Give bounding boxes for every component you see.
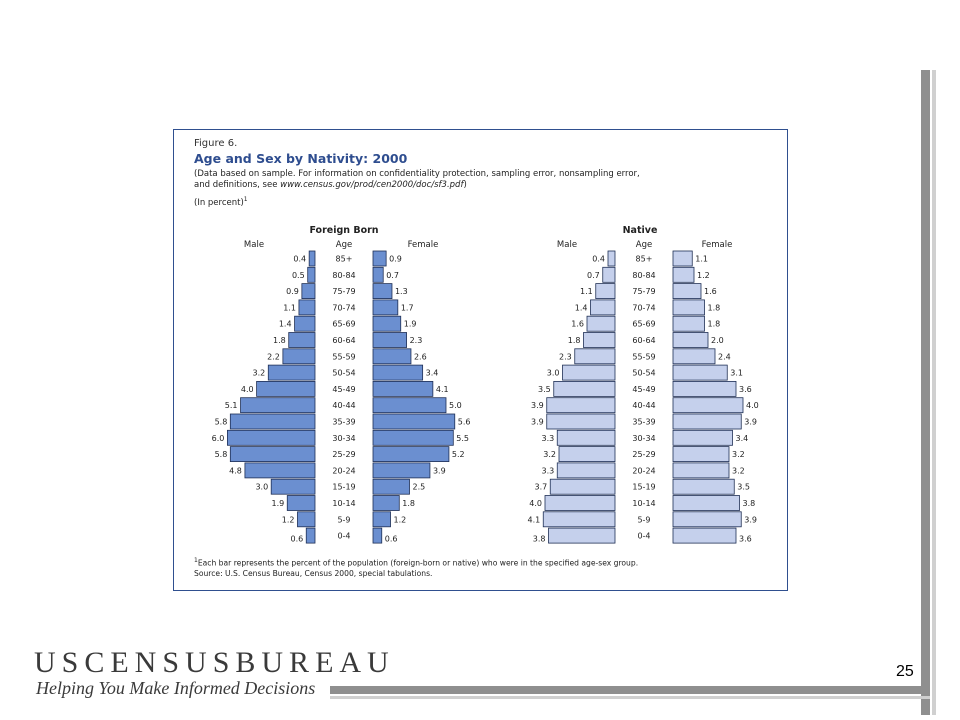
native-female-value: 1.1 (695, 254, 708, 264)
native-male-bar (545, 496, 615, 511)
native-male-value: 3.7 (534, 482, 548, 492)
foreign-born-male-value: 0.4 (293, 254, 307, 264)
foreign-born-female-bar (373, 447, 449, 462)
native-female-bar (673, 300, 705, 315)
native-age-label: 10-14 (632, 499, 656, 508)
foreign-born-female-value: 1.8 (402, 499, 416, 508)
foreign-born-female-bar (373, 381, 433, 396)
foreign-born-female-bar (373, 349, 411, 364)
native-female-bar (673, 316, 705, 331)
native-female-value: 3.9 (744, 417, 757, 427)
foreign-born-male-bar (287, 496, 315, 511)
figure-panel (173, 129, 788, 591)
foreign-born-male-bar (299, 300, 315, 315)
native-male-bar (596, 284, 615, 299)
bottom-rule-shadow (330, 696, 930, 699)
foreign-born-male-value: 6.0 (211, 433, 225, 443)
footnote-text: Each bar represents the percent of the population (foreign-born or native) who were in the specified age-sex group. (197, 558, 639, 568)
native-female-bar (673, 398, 743, 413)
foreign-born-male-value: 3.0 (255, 482, 269, 492)
foreign-born-age-label: 45-49 (332, 384, 356, 394)
native-male-value: 1.1 (580, 287, 593, 297)
foreign-born-male-bar (283, 349, 315, 364)
foreign-born-male-value: 2.2 (267, 352, 280, 362)
foreign-born-female-value: 5.5 (456, 433, 470, 443)
foreign-born-female-value: 0.7 (386, 270, 399, 280)
native-male-bar (608, 251, 615, 266)
foreign-born-male-bar (241, 398, 315, 413)
native-female-bar (673, 479, 734, 494)
native-female-header: Female (701, 240, 733, 250)
native-female-value: 2.4 (718, 352, 731, 362)
foreign-born-male-value: 1.4 (278, 319, 292, 329)
foreign-born-female-bar (373, 430, 453, 445)
native-male-value: 1.6 (571, 319, 584, 329)
native-male-value: 3.0 (546, 368, 560, 378)
foreign-born-age-label: 5-9 (337, 515, 351, 525)
foreign-born-female-value: 5.6 (457, 417, 471, 427)
native-male-value: 4.1 (527, 515, 541, 525)
foreign-born-age-label: 0-4 (337, 531, 351, 541)
foreign-born-male-bar (295, 316, 315, 331)
bottom-rule (330, 686, 930, 694)
foreign-born-male-bar (289, 333, 315, 348)
native-age-label: 60-64 (632, 336, 656, 345)
native-male-value: 3.2 (543, 450, 556, 460)
native-male-bar (550, 479, 615, 494)
figure-note-line-1: (Data based on sample. For information on confidentiality protection, sampling error, nonsampling error, (194, 169, 640, 179)
foreign-born-female-bar (373, 512, 391, 527)
native-female-value: 3.2 (732, 466, 745, 476)
foreign-born-female-bar (373, 398, 446, 413)
native-age-label: 85+ (635, 254, 653, 264)
foreign-born-female-bar (373, 316, 401, 331)
native-female-value: 3.5 (737, 482, 750, 492)
foreign-born-male-bar (308, 267, 315, 282)
foreign-born-female-bar (373, 479, 410, 494)
native-age-label: 30-34 (632, 433, 656, 443)
foreign-born-female-bar (373, 300, 398, 315)
native-age-label: 75-79 (632, 287, 656, 297)
foreign-born-female-bar (373, 284, 392, 299)
foreign-born-female-value: 3.4 (425, 368, 439, 378)
foreign-born-female-bar (373, 267, 383, 282)
foreign-born-male-value: 1.2 (281, 515, 295, 525)
foreign-born-male-value: 5.1 (224, 401, 238, 411)
foreign-born-age-label: 30-34 (332, 433, 356, 443)
native-male-value: 3.8 (532, 534, 546, 544)
census-bureau-logo: USCENSUSBUREAU (34, 646, 395, 679)
figure-source: Source: U.S. Census Bureau, Census 2000, special tabulations. (194, 569, 433, 578)
foreign-born-male-value: 4.8 (229, 466, 242, 476)
native-female-value: 1.6 (704, 287, 717, 297)
native-age-label: 70-74 (632, 303, 656, 313)
foreign-born-female-value: 2.6 (413, 352, 427, 362)
native-female-value: 1.8 (707, 303, 721, 313)
foreign-born-male-bar (297, 512, 315, 527)
foreign-born-male-bar (306, 528, 315, 543)
native-age-label: 80-84 (632, 270, 656, 280)
native-male-bar (603, 267, 615, 282)
foreign-born-female-value: 1.7 (400, 303, 414, 313)
native-male-bar (587, 316, 615, 331)
foreign-born-age-label: 25-29 (332, 450, 356, 460)
native-female-value: 1.8 (707, 319, 721, 329)
foreign-born-male-bar (302, 284, 315, 299)
figure-footnote (194, 557, 638, 568)
foreign-born-female-value: 5.0 (449, 401, 462, 411)
foreign-born-age-label: 75-79 (332, 287, 356, 297)
footnote-mark: 1 (194, 557, 198, 564)
native-female-value: 3.6 (739, 384, 752, 394)
native-male-bar (584, 333, 616, 348)
native-male-bar (543, 512, 615, 527)
foreign-born-age-label: 15-19 (332, 482, 356, 492)
foreign-born-male-bar (245, 463, 315, 478)
native-age-label: 20-24 (632, 466, 656, 476)
native-female-value: 3.1 (730, 368, 743, 378)
native-male-bar (557, 430, 615, 445)
native-male-value: 1.4 (574, 303, 588, 313)
native-male-bar (547, 414, 615, 429)
native-female-bar (673, 447, 729, 462)
foreign-born-male-value: 1.9 (271, 499, 285, 508)
foreign-born-female-bar (373, 414, 455, 429)
foreign-born-age-header: Age (335, 240, 353, 250)
foreign-born-male-value: 3.2 (252, 368, 266, 378)
foreign-born-male-value: 0.6 (290, 534, 304, 544)
native-female-bar (673, 333, 708, 348)
foreign-born-title: Foreign Born (309, 225, 379, 236)
foreign-born-age-label: 80-84 (332, 270, 356, 280)
native-age-label: 55-59 (632, 352, 656, 362)
foreign-born-age-label: 55-59 (332, 352, 356, 362)
native-male-bar (557, 463, 615, 478)
native-female-bar (673, 267, 694, 282)
native-female-bar (673, 528, 736, 543)
foreign-born-female-bar (373, 528, 382, 543)
foreign-born-age-label: 50-54 (332, 368, 356, 378)
figure-note-suffix: ) (463, 180, 467, 190)
right-rule (921, 70, 930, 715)
native-female-bar (673, 284, 701, 299)
native-female-bar (673, 349, 715, 364)
native-male-value: 0.4 (592, 254, 605, 264)
foreign-born-male-value: 0.5 (291, 270, 305, 280)
foreign-born-age-label: 70-74 (332, 303, 356, 313)
native-age-label: 45-49 (632, 384, 656, 394)
foreign-born-male-value: 5.8 (214, 450, 228, 460)
native-male-bar (554, 381, 615, 396)
native-age-label: 25-29 (632, 450, 656, 460)
native-female-value: 3.9 (744, 515, 757, 525)
native-age-label: 35-39 (632, 417, 656, 427)
native-male-value: 3.3 (541, 466, 555, 476)
native-male-value: 3.3 (541, 433, 555, 443)
native-male-bar (563, 365, 616, 380)
foreign-born-male-value: 1.1 (283, 303, 296, 313)
foreign-born-female-value: 1.9 (403, 319, 417, 329)
native-female-bar (673, 365, 727, 380)
foreign-born-male-bar (257, 381, 315, 396)
foreign-born-female-value: 1.3 (394, 287, 408, 297)
foreign-born-male-value: 4.0 (240, 384, 254, 394)
foreign-born-male-value: 5.8 (214, 417, 228, 427)
foreign-born-male-header: Male (243, 240, 265, 250)
native-age-label: 65-69 (632, 319, 656, 329)
foreign-born-female-value: 3.9 (432, 466, 446, 476)
native-female-value: 4.0 (746, 401, 759, 411)
right-rule-shadow (932, 70, 936, 715)
native-female-value: 1.2 (697, 270, 710, 280)
foreign-born-female-bar (373, 496, 399, 511)
foreign-born-male-value: 0.9 (286, 287, 299, 297)
native-male-value: 2.3 (559, 352, 572, 362)
foreign-born-female-value: 2.3 (409, 336, 423, 345)
native-male-value: 1.8 (567, 336, 581, 345)
native-male-bar (559, 447, 615, 462)
foreign-born-age-label: 65-69 (332, 319, 356, 329)
native-age-label: 0-4 (637, 531, 651, 541)
native-female-bar (673, 496, 740, 511)
native-male-value: 0.7 (587, 270, 600, 280)
foreign-born-female-value: 2.5 (412, 482, 426, 492)
foreign-born-female-bar (373, 463, 430, 478)
native-female-value: 3.8 (742, 499, 756, 508)
foreign-born-female-value: 5.2 (451, 450, 465, 460)
native-male-value: 3.9 (531, 401, 544, 411)
native-title: Native (622, 225, 658, 236)
foreign-born-female-value: 4.1 (435, 384, 449, 394)
foreign-born-male-bar (309, 251, 315, 266)
native-female-bar (673, 251, 692, 266)
foreign-born-male-bar (230, 414, 315, 429)
figure-units-footnote-mark: 1 (243, 196, 248, 203)
foreign-born-female-bar (373, 333, 407, 348)
native-male-bar (547, 398, 615, 413)
foreign-born-age-label: 60-64 (332, 336, 356, 345)
native-female-bar (673, 512, 741, 527)
native-female-bar (673, 381, 736, 396)
native-female-value: 3.6 (739, 534, 752, 544)
native-male-value: 3.9 (531, 417, 544, 427)
foreign-born-male-bar (271, 479, 315, 494)
foreign-born-male-bar (268, 365, 315, 380)
native-female-bar (673, 463, 729, 478)
native-age-label: 50-54 (632, 368, 656, 378)
native-male-header: Male (556, 240, 578, 250)
native-age-label: 5-9 (637, 515, 651, 525)
foreign-born-female-bar (373, 365, 423, 380)
foreign-born-female-header: Female (407, 240, 439, 250)
pyramid-charts (174, 130, 787, 590)
foreign-born-age-label: 40-44 (332, 401, 356, 411)
figure-title: Age and Sex by Nativity: 2000 (194, 151, 408, 166)
native-age-header: Age (635, 240, 653, 250)
census-bureau-tagline: Helping You Make Informed Decisions (36, 678, 316, 698)
foreign-born-female-value: 1.2 (393, 515, 407, 525)
native-age-label: 15-19 (632, 482, 656, 492)
native-male-bar (591, 300, 616, 315)
foreign-born-male-bar (227, 430, 315, 445)
foreign-born-female-value: 0.9 (389, 254, 402, 264)
foreign-born-age-label: 85+ (335, 254, 353, 264)
native-female-bar (673, 414, 741, 429)
native-female-bar (673, 430, 733, 445)
native-male-bar (549, 528, 616, 543)
foreign-born-age-label: 10-14 (332, 499, 356, 508)
foreign-born-age-label: 35-39 (332, 417, 356, 427)
native-female-value: 3.4 (735, 433, 749, 443)
native-female-value: 3.2 (732, 450, 745, 460)
native-male-bar (575, 349, 615, 364)
figure-units-text: (In percent) (194, 197, 244, 208)
foreign-born-male-bar (230, 447, 315, 462)
foreign-born-female-bar (373, 251, 386, 266)
figure-note-url: www.census.gov/prod/cen2000/doc/sf3.pdf (280, 180, 464, 190)
figure-label: Figure 6. (194, 138, 238, 149)
foreign-born-female-value: 0.6 (384, 534, 398, 544)
native-female-value: 2.0 (711, 336, 724, 345)
native-male-value: 3.5 (538, 384, 551, 394)
native-male-value: 4.0 (529, 499, 542, 508)
figure-note-prefix: and definitions, see (194, 180, 281, 190)
foreign-born-age-label: 20-24 (332, 466, 356, 476)
foreign-born-male-value: 1.8 (272, 336, 286, 345)
native-age-label: 40-44 (632, 401, 656, 411)
page-number: 25 (896, 663, 914, 680)
